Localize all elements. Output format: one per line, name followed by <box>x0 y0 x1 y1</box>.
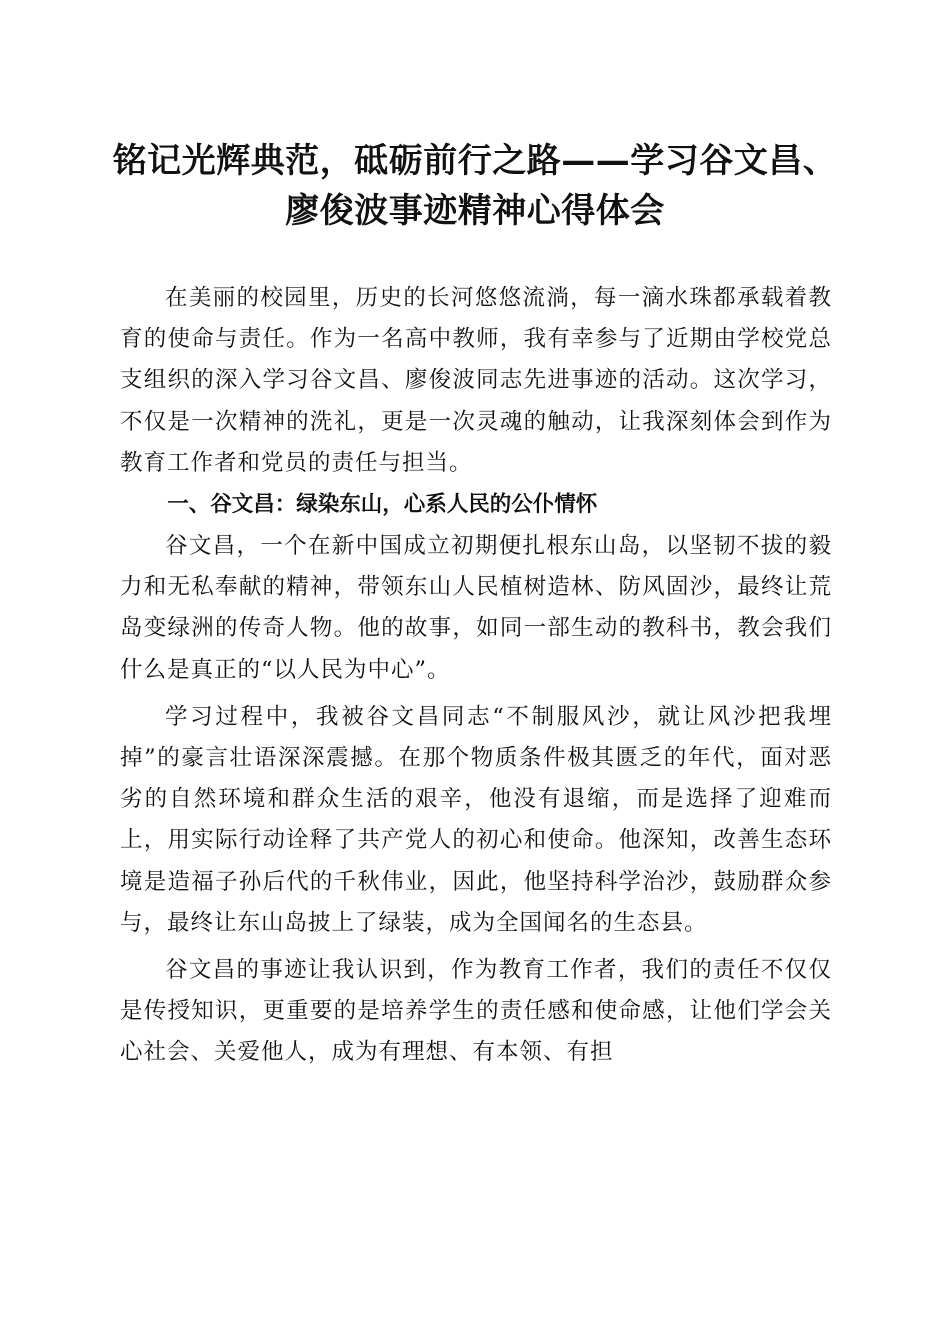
section-heading-1: 一、谷文昌：绿染东山，心系人民的公仆情怀 <box>167 492 598 518</box>
intro-paragraph: 在美丽的校园里，历史的长河悠悠流淌，每一滴水珠都承载着教育的使命与责任。作为一名高中教师，我有幸参与了近期由学校党总支组织的深入学习谷文昌、廖俊波同志先进事迹的活动。这次学习，不仅是一次精神的洗礼，更是一次灵魂的触动，让我深刻体会到作为教育工作者和党员的责任与担当。 <box>120 285 832 476</box>
document-body <box>120 278 832 1074</box>
body-paragraph-3: 谷文昌的事迹让我认识到，作为教育工作者，我们的责任不仅仅是传授知识，更重要的是培养学生的责任感和使命感，让他们学会关心社会、关爱他人，成为有理想、有本领、有担 <box>120 957 832 1066</box>
document-title-line-1: 铭记光辉典范，砥砺前行之路——学习谷文昌、 <box>112 141 838 181</box>
body-paragraph-2: 学习过程中，我被谷文昌同志“不制服风沙，就让风沙把我埋掉”的豪言壮语深深震撼。在那个物质条件极其匮乏的年代，面对恶劣的自然环境和群众生活的艰辛，他没有退缩，而是选择了迎难而上，用实际行动诠释了共产党人的初心和使命。他深知，改善生态环境是造福子孙后代的千秋伟业，因此，他坚持科学治沙，鼓励群众参与，最终让东山岛披上了绿装，成为全国闻名的生态县。 <box>120 703 832 936</box>
document-title-line-2: 廖俊波事迹精神心得体会 <box>285 191 665 231</box>
body-paragraph-1: 谷文昌，一个在新中国成立初期便扎根东山岛，以坚韧不拔的毅力和无私奉献的精神，带领东山人民植树造林、防风固沙，最终让荒岛变绿洲的传奇人物。他的故事，如同一部生动的教科书，教会我们什么是真正的“以人民为中心”。 <box>120 533 832 683</box>
